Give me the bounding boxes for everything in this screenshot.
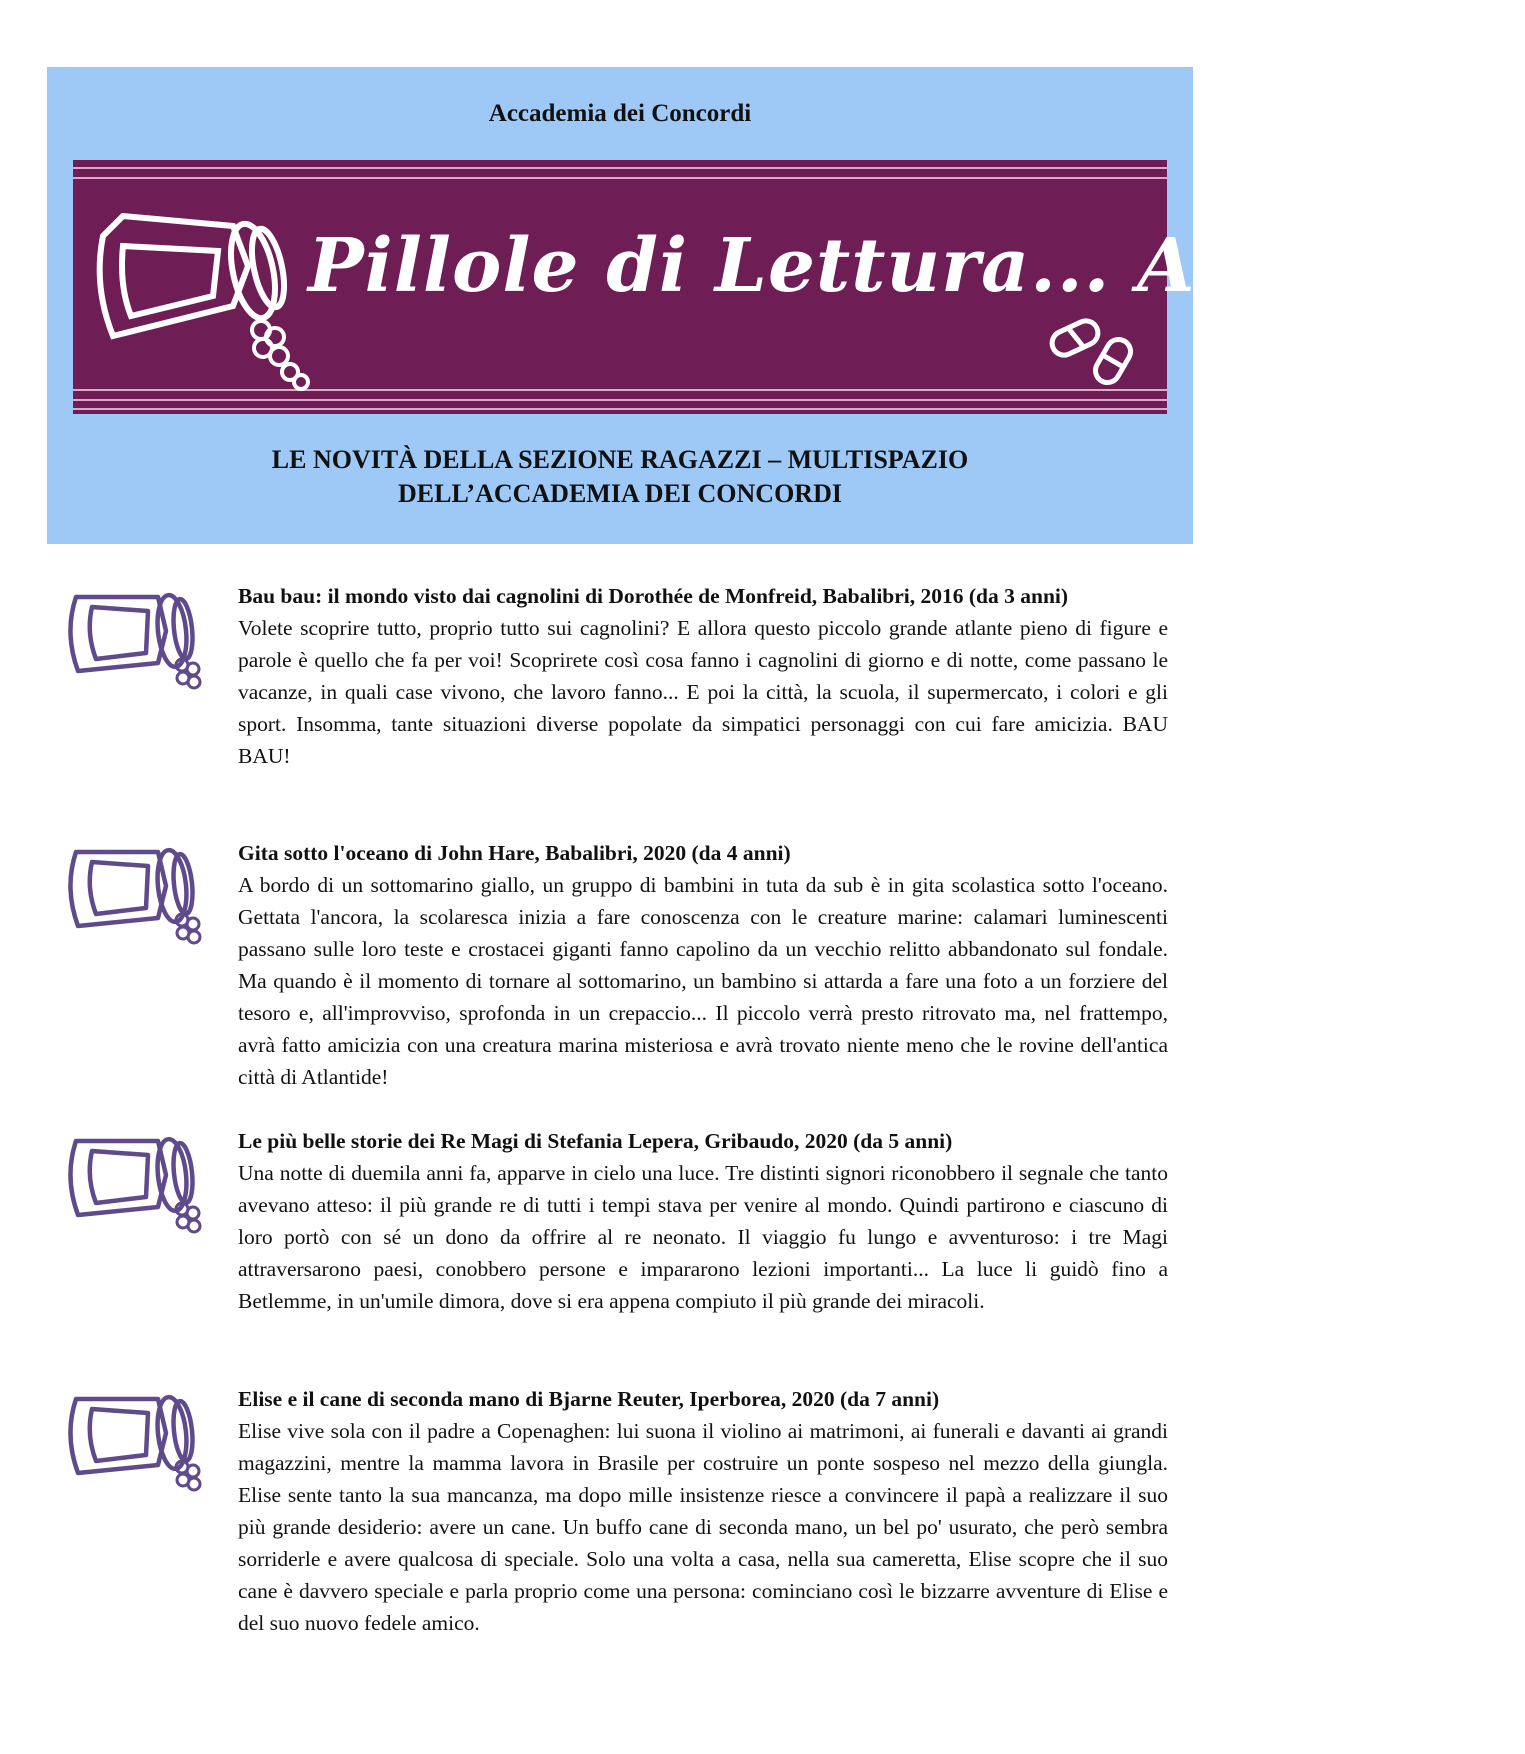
header-box: [47, 67, 1525, 544]
section-title-line: DELL’ACCADEMIA DEI CONCORDI: [398, 479, 842, 508]
spilled-pill-bottle-icon: [83, 196, 323, 386]
book-entry: [238, 1383, 1168, 1639]
book-entry: [238, 580, 1168, 772]
banner: [73, 160, 1525, 414]
book-description: Una notte di duemila anni fa, apparve in cielo una luce. Tre distinti signori riconobbero il segnale che tanto avevano atteso: il più grande re di tutti i tempi stava per venire al mondo. Quindi partirono e ciascuno di loro portò con sé un dono da offrire al re neonato. Il viaggio fu lungo e avventuroso: i tre Magi attraversarono paesi, conobbero persone e impararono lezioni importanti... La luce li guidò fino a Betlemme, in un'umile dimora, dove si era appena compiuto il più grande dei miracoli.: [238, 1161, 1168, 1313]
capsules-icon: [1047, 316, 1147, 386]
book-heading: Elise e il cane di seconda mano di Bjarne Reuter, Iperborea, 2020 (da 7 anni): [238, 1387, 940, 1411]
book-heading: Le più belle storie dei Re Magi di Stefania Lepera, Gribaudo, 2020 (da 5 anni): [238, 1129, 953, 1153]
book-heading: Bau bau: il mondo visto dai cagnolini di Dorothée de Monfreid, Babalibri, 2016 (da 3 anni): [238, 584, 1069, 608]
banner-rule: [73, 408, 1167, 410]
book-heading: Gita sotto l'oceano di John Hare, Babalibri, 2020 (da 4 anni): [238, 841, 791, 865]
banner-rule: [73, 177, 1167, 179]
book-description: Volete scoprire tutto, proprio tutto sui cagnolini? E allora questo piccolo grande atlante pieno di figure e parole è quello che fa per voi! Scoprirete così cosa fanno i cagnolini di giorno e di notte, come passano le vacanze, in quali case vivono, che lavoro fanno... E poi la città, la scuola, il supermercato, i colori e gli sport. Insomma, tante situazioni diverse popolate da simpatici personaggi con cui fare amicizia. BAU BAU!: [238, 616, 1168, 768]
book-description: A bordo di un sottomarino giallo, un gruppo di bambini in tuta da sub è in gita scolastica sotto l'oceano. Gettata l'ancora, la scolaresca inizia a fare conoscenza con le creature marine: calamari luminescenti passano sulle loro teste e crostacei giganti fanno capolino da un vecchio relitto abbandonato sul fondale. Ma quando è il momento di tornare al sottomarino, un bambino si attarda a fare una foto a un forziere del tesoro e, all'improvviso, sprofonda in un crepaccio... Il piccolo verrà presto ritrovato ma, nel frattempo, avrà fatto amicizia con una creatura marina misteriosa e avrà trovato niente meno che le rovine dell'antica città di Atlantide!: [238, 873, 1168, 1089]
book-description: Elise vive sola con il padre a Copenaghen: lui suona il violino ai matrimoni, ai funerali e davanti ai grandi magazzini, mentre la mamma lavora in Brasile per costruire un ponte sospeso nel mezzo della giungla. Elise sente tanto la sua mancanza, ma dopo mille insistenze riesce a convincere il papà a realizzare il suo più grande desiderio: avere un cane. Un buffo cane di seconda mano, un bel po' usurato, che però sembra sorriderle e avere qualcosa di speciale. Solo una volta a casa, nella sua cameretta, Elise scopre che il suo cane è davvero speciale e parla proprio come una persona: cominciano così le bizzarre avventure di Elise e del suo nuovo fedele amico.: [238, 1419, 1168, 1635]
pill-bottle-icon: [62, 838, 210, 950]
banner-title: Pillole di Lettura... Antivirus: [308, 223, 1525, 309]
banner-rule: [73, 167, 1167, 169]
org-name: Accademia dei Concordi: [488, 100, 752, 127]
pill-bottle-icon: [62, 1127, 210, 1239]
book-entry: [238, 837, 1168, 1093]
section-title: [47, 443, 1193, 511]
banner-rule: [73, 399, 1167, 401]
pill-bottle-icon: [62, 583, 210, 695]
section-title-line: LE NOVITÀ DELLA SEZIONE RAGAZZI – MULTISPAZIO: [271, 445, 969, 474]
book-entry: [238, 1125, 1168, 1317]
banner-rule: [73, 389, 1167, 391]
pill-bottle-icon: [62, 1385, 210, 1497]
